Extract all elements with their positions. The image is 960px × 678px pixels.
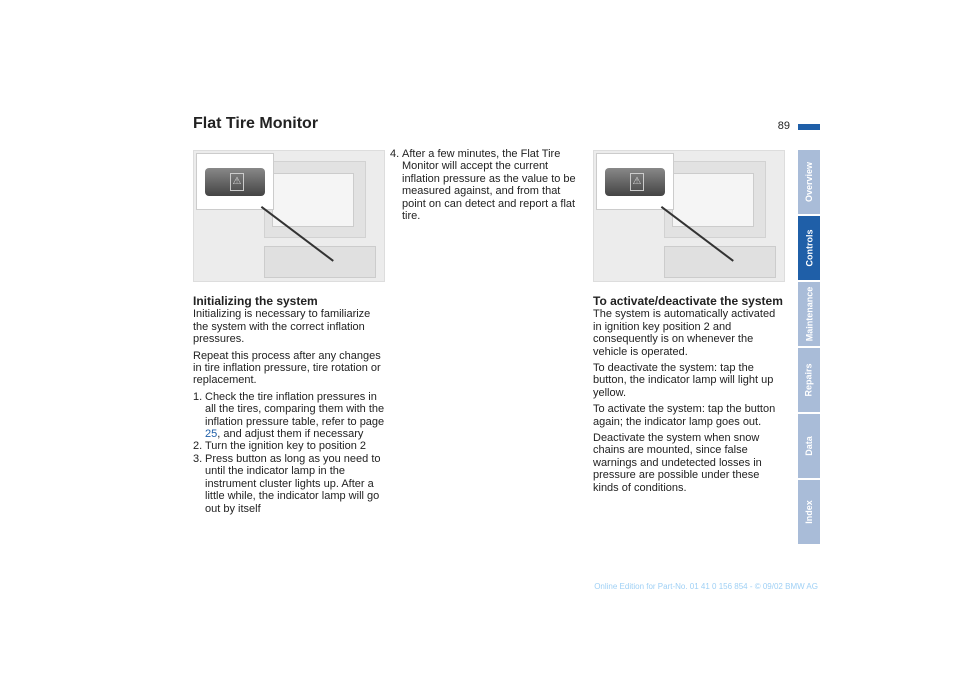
warning-triangle-icon: ⚠ bbox=[630, 173, 644, 191]
tab-controls[interactable]: Controls bbox=[798, 216, 820, 280]
left-column bbox=[193, 295, 385, 515]
tab-index[interactable]: Index bbox=[798, 480, 820, 544]
warning-triangle-icon: ⚠ bbox=[230, 173, 244, 191]
paragraph: The system is automatically activated in ignition key position 2 and consequently is on whenever the vehicle is operated. bbox=[593, 308, 776, 358]
tab-maintenance[interactable]: Maintenance bbox=[798, 282, 820, 346]
list-item: 2. Turn the ignition key to position 2 bbox=[193, 440, 367, 453]
dashboard-illustration bbox=[193, 150, 385, 282]
paragraph: Deactivate the system when snow chains are mounted, since false warnings and undetected losses in pressure are possible under these kinds of conditions. bbox=[593, 432, 762, 494]
section-heading: Initializing the system bbox=[193, 294, 318, 308]
right-column bbox=[593, 295, 785, 498]
list-item: 4. After a few minutes, the Flat Tire Monitor will accept the current inflation pressure as the value to be measured against, and from that point on can detect and report a flat tire. bbox=[390, 148, 576, 223]
paragraph: Initializing is necessary to familiarize the system with the correct inflation pressures. bbox=[193, 308, 371, 346]
paragraph: To deactivate the system: tap the button, the indicator lamp will light up yellow. bbox=[593, 362, 774, 399]
section-heading: To activate/deactivate the system bbox=[593, 294, 783, 308]
page-title: Flat Tire Monitor bbox=[193, 115, 319, 132]
tab-data[interactable]: Data bbox=[798, 414, 820, 478]
middle-column bbox=[390, 148, 586, 222]
tab-repairs[interactable]: Repairs bbox=[798, 348, 820, 412]
flat-tire-button-image bbox=[205, 168, 265, 196]
dashboard-illustration bbox=[593, 150, 785, 282]
flat-tire-button-image bbox=[605, 168, 665, 196]
tab-overview[interactable]: Overview bbox=[798, 150, 820, 214]
page-number: 89 bbox=[777, 120, 790, 132]
list-item: 3. Press button as long as you need to until the indicator lamp in the instrument cluster lights up. After a little while, the indicator lamp will go out by itself bbox=[193, 452, 381, 515]
page-link[interactable]: 25 bbox=[205, 428, 218, 441]
paragraph: To activate the system: tap the button again; the indicator lamp goes out. bbox=[593, 403, 776, 428]
list-item: 1. Check the tire inflation pressures in all the tires, comparing them with the inflation pressure table, refer to page 25, and adjust them if necessary bbox=[193, 390, 385, 441]
footer-edition: Online Edition for Part-No. 01 41 0 156 854 - © 09/02 BMW AG bbox=[594, 582, 818, 591]
paragraph: Repeat this process after any changes in tire inflation pressure, tire rotation or replacement. bbox=[193, 349, 381, 387]
section-tabs bbox=[798, 150, 820, 546]
page-marker bbox=[798, 124, 820, 130]
